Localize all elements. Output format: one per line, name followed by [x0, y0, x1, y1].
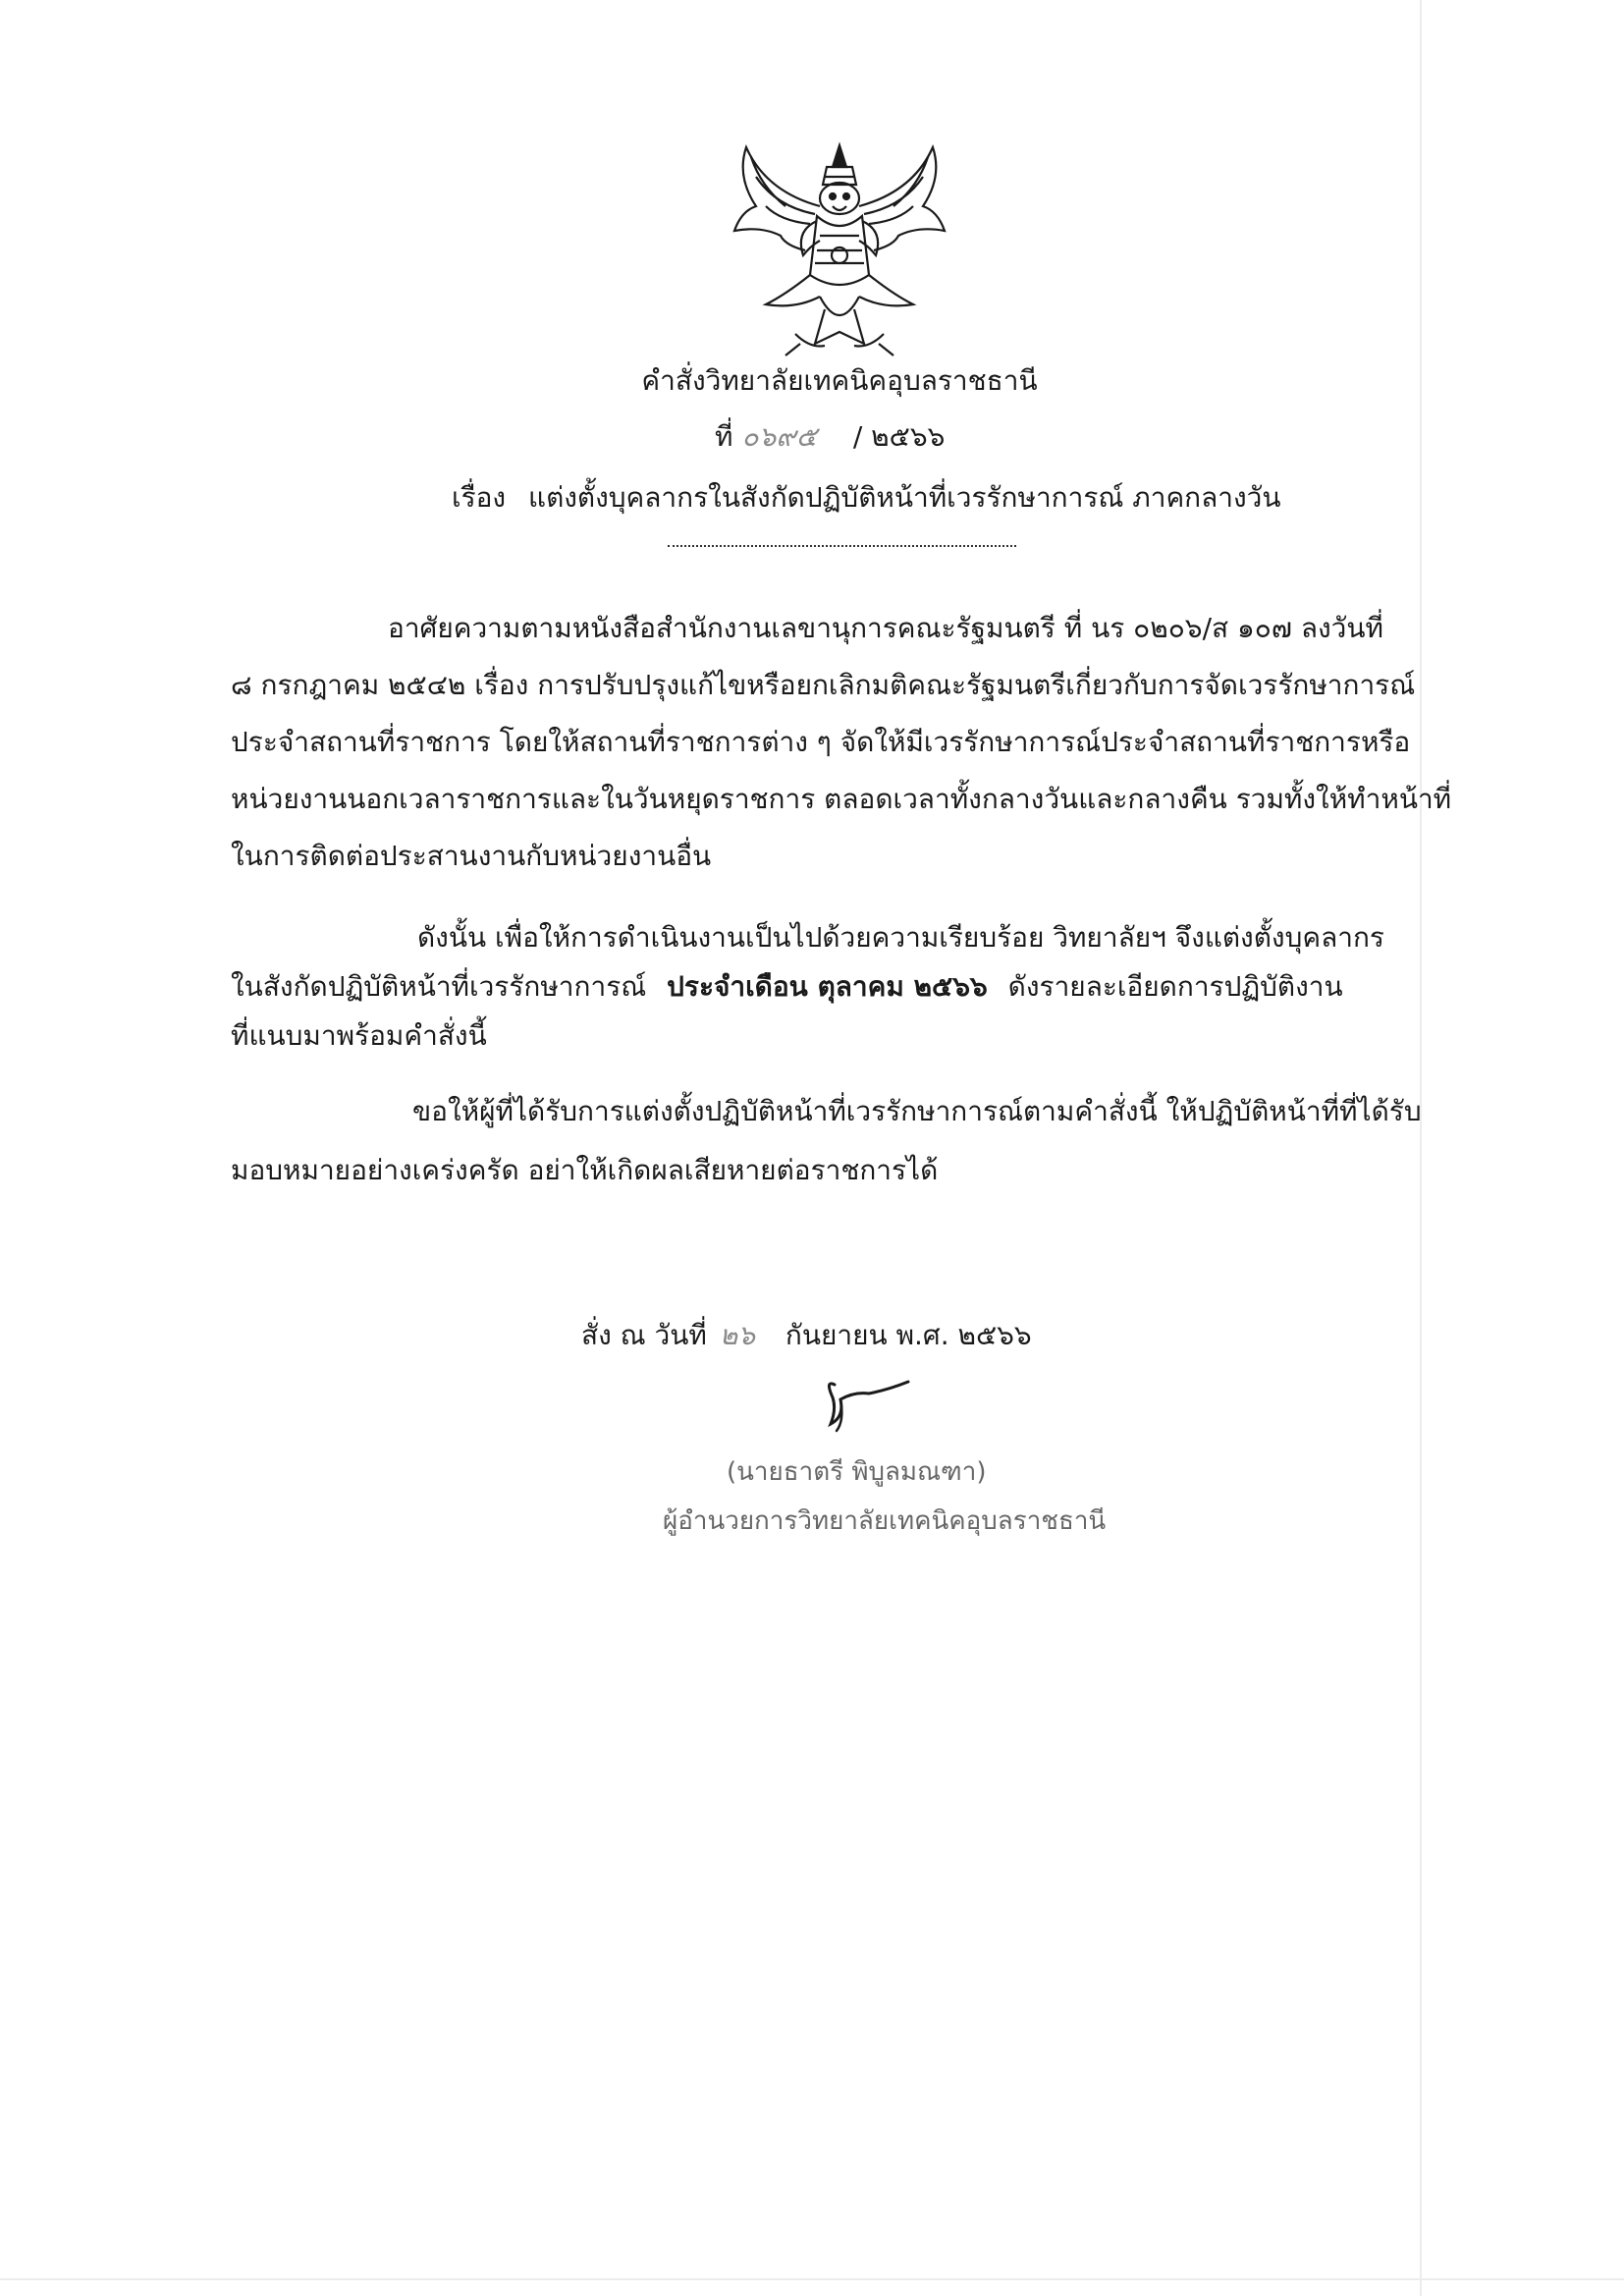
- paragraph-1-line-3: ประจำสถานที่ราชการ โดยให้สถานที่ราชการต่าง ๆ จัดให้มีเวรรักษาการณ์ประจำสถานที่ราชการหรือ: [231, 726, 1411, 758]
- subject-text: แต่งตั้งบุคลากรในสังกัดปฏิบัติหน้าที่เวรรักษาการณ์ ภาคกลางวัน: [528, 481, 1281, 514]
- order-date-line: [581, 1316, 1032, 1355]
- order-date-suffix: กันยายน พ.ศ. ๒๕๖๖: [785, 1319, 1032, 1351]
- paragraph-2-line-2: [231, 967, 1343, 1007]
- order-number-year: / ๒๕๖๖: [852, 420, 946, 453]
- paragraph-2-line-1: ดังนั้น เพื่อให้การดำเนินงานเป็นไปด้วยความเรียบร้อย วิทยาลัยฯ จึงแต่งตั้งบุคลากร: [417, 921, 1384, 954]
- paragraph-3-line-1: ขอให้ผู้ที่ได้รับการแต่งตั้งปฏิบัติหน้าที่เวรรักษาการณ์ตามคำสั่งนี้ ให้ปฏิบัติหน้าที่ที่ได้รับ: [412, 1095, 1422, 1127]
- garuda-emblem-icon: [727, 137, 952, 361]
- paragraph-1-line-1: อาศัยความตามหนังสือสำนักงานเลขานุการคณะรัฐมนตรี ที่ นร ๐๒๐๖/ส ๑๐๗ ลงวันที่: [388, 612, 1383, 644]
- paragraph-2-month-bold: ประจำเดือน ตุลาคม ๒๕๖๖: [667, 970, 988, 1003]
- order-number-prefix: ที่: [715, 420, 733, 453]
- paragraph-1-line-5: ในการติดต่อประสานงานกับหน่วยงานอื่น: [231, 840, 712, 872]
- scan-bottom-line: [0, 2278, 1624, 2280]
- scan-edge-line: [1420, 0, 1422, 2296]
- order-title: คำสั่งวิทยาลัยเทคนิคอุบลราชธานี: [641, 364, 1038, 397]
- signer-name: (นายธาตรี พิบูลมณฑา): [727, 1457, 987, 1487]
- order-number-handwritten: ๐๖๙๕: [741, 420, 817, 453]
- subject-line: [452, 478, 1281, 518]
- handwritten-signature: [815, 1370, 923, 1439]
- order-number-line: [715, 417, 945, 457]
- header-separator: [668, 545, 1016, 547]
- signer-position: ผู้อำนวยการวิทยาลัยเทคนิคอุบลราชธานี: [663, 1506, 1107, 1536]
- order-day-handwritten: ๒๖: [719, 1319, 755, 1351]
- paragraph-2-text-a: ในสังกัดปฏิบัติหน้าที่เวรรักษาการณ์: [231, 970, 647, 1003]
- paragraph-1-line-2: ๘ กรกฎาคม ๒๕๔๒ เรื่อง การปรับปรุงแก้ไขหรือยกเลิกมติคณะรัฐมนตรีเกี่ยวกับการจัดเวรรักษาการณ์: [231, 669, 1416, 701]
- paragraph-1-line-4: หน่วยงานนอกเวลาราชการและในวันหยุดราชการ ตลอดเวลาทั้งกลางวันและกลางคืน รวมทั้งให้ทำหน้าที่: [231, 783, 1452, 815]
- order-date-prefix: สั่ง ณ วันที่: [581, 1319, 707, 1351]
- subject-label: เรื่อง: [452, 481, 507, 514]
- paragraph-3-line-2: มอบหมายอย่างเคร่งครัด อย่าให้เกิดผลเสียหายต่อราชการได้: [231, 1154, 939, 1186]
- paragraph-2-text-b: ดังรายละเอียดการปฏิบัติงาน: [1007, 970, 1343, 1003]
- paragraph-2-line-3: ที่แนบมาพร้อมคำสั่งนี้: [231, 1019, 487, 1052]
